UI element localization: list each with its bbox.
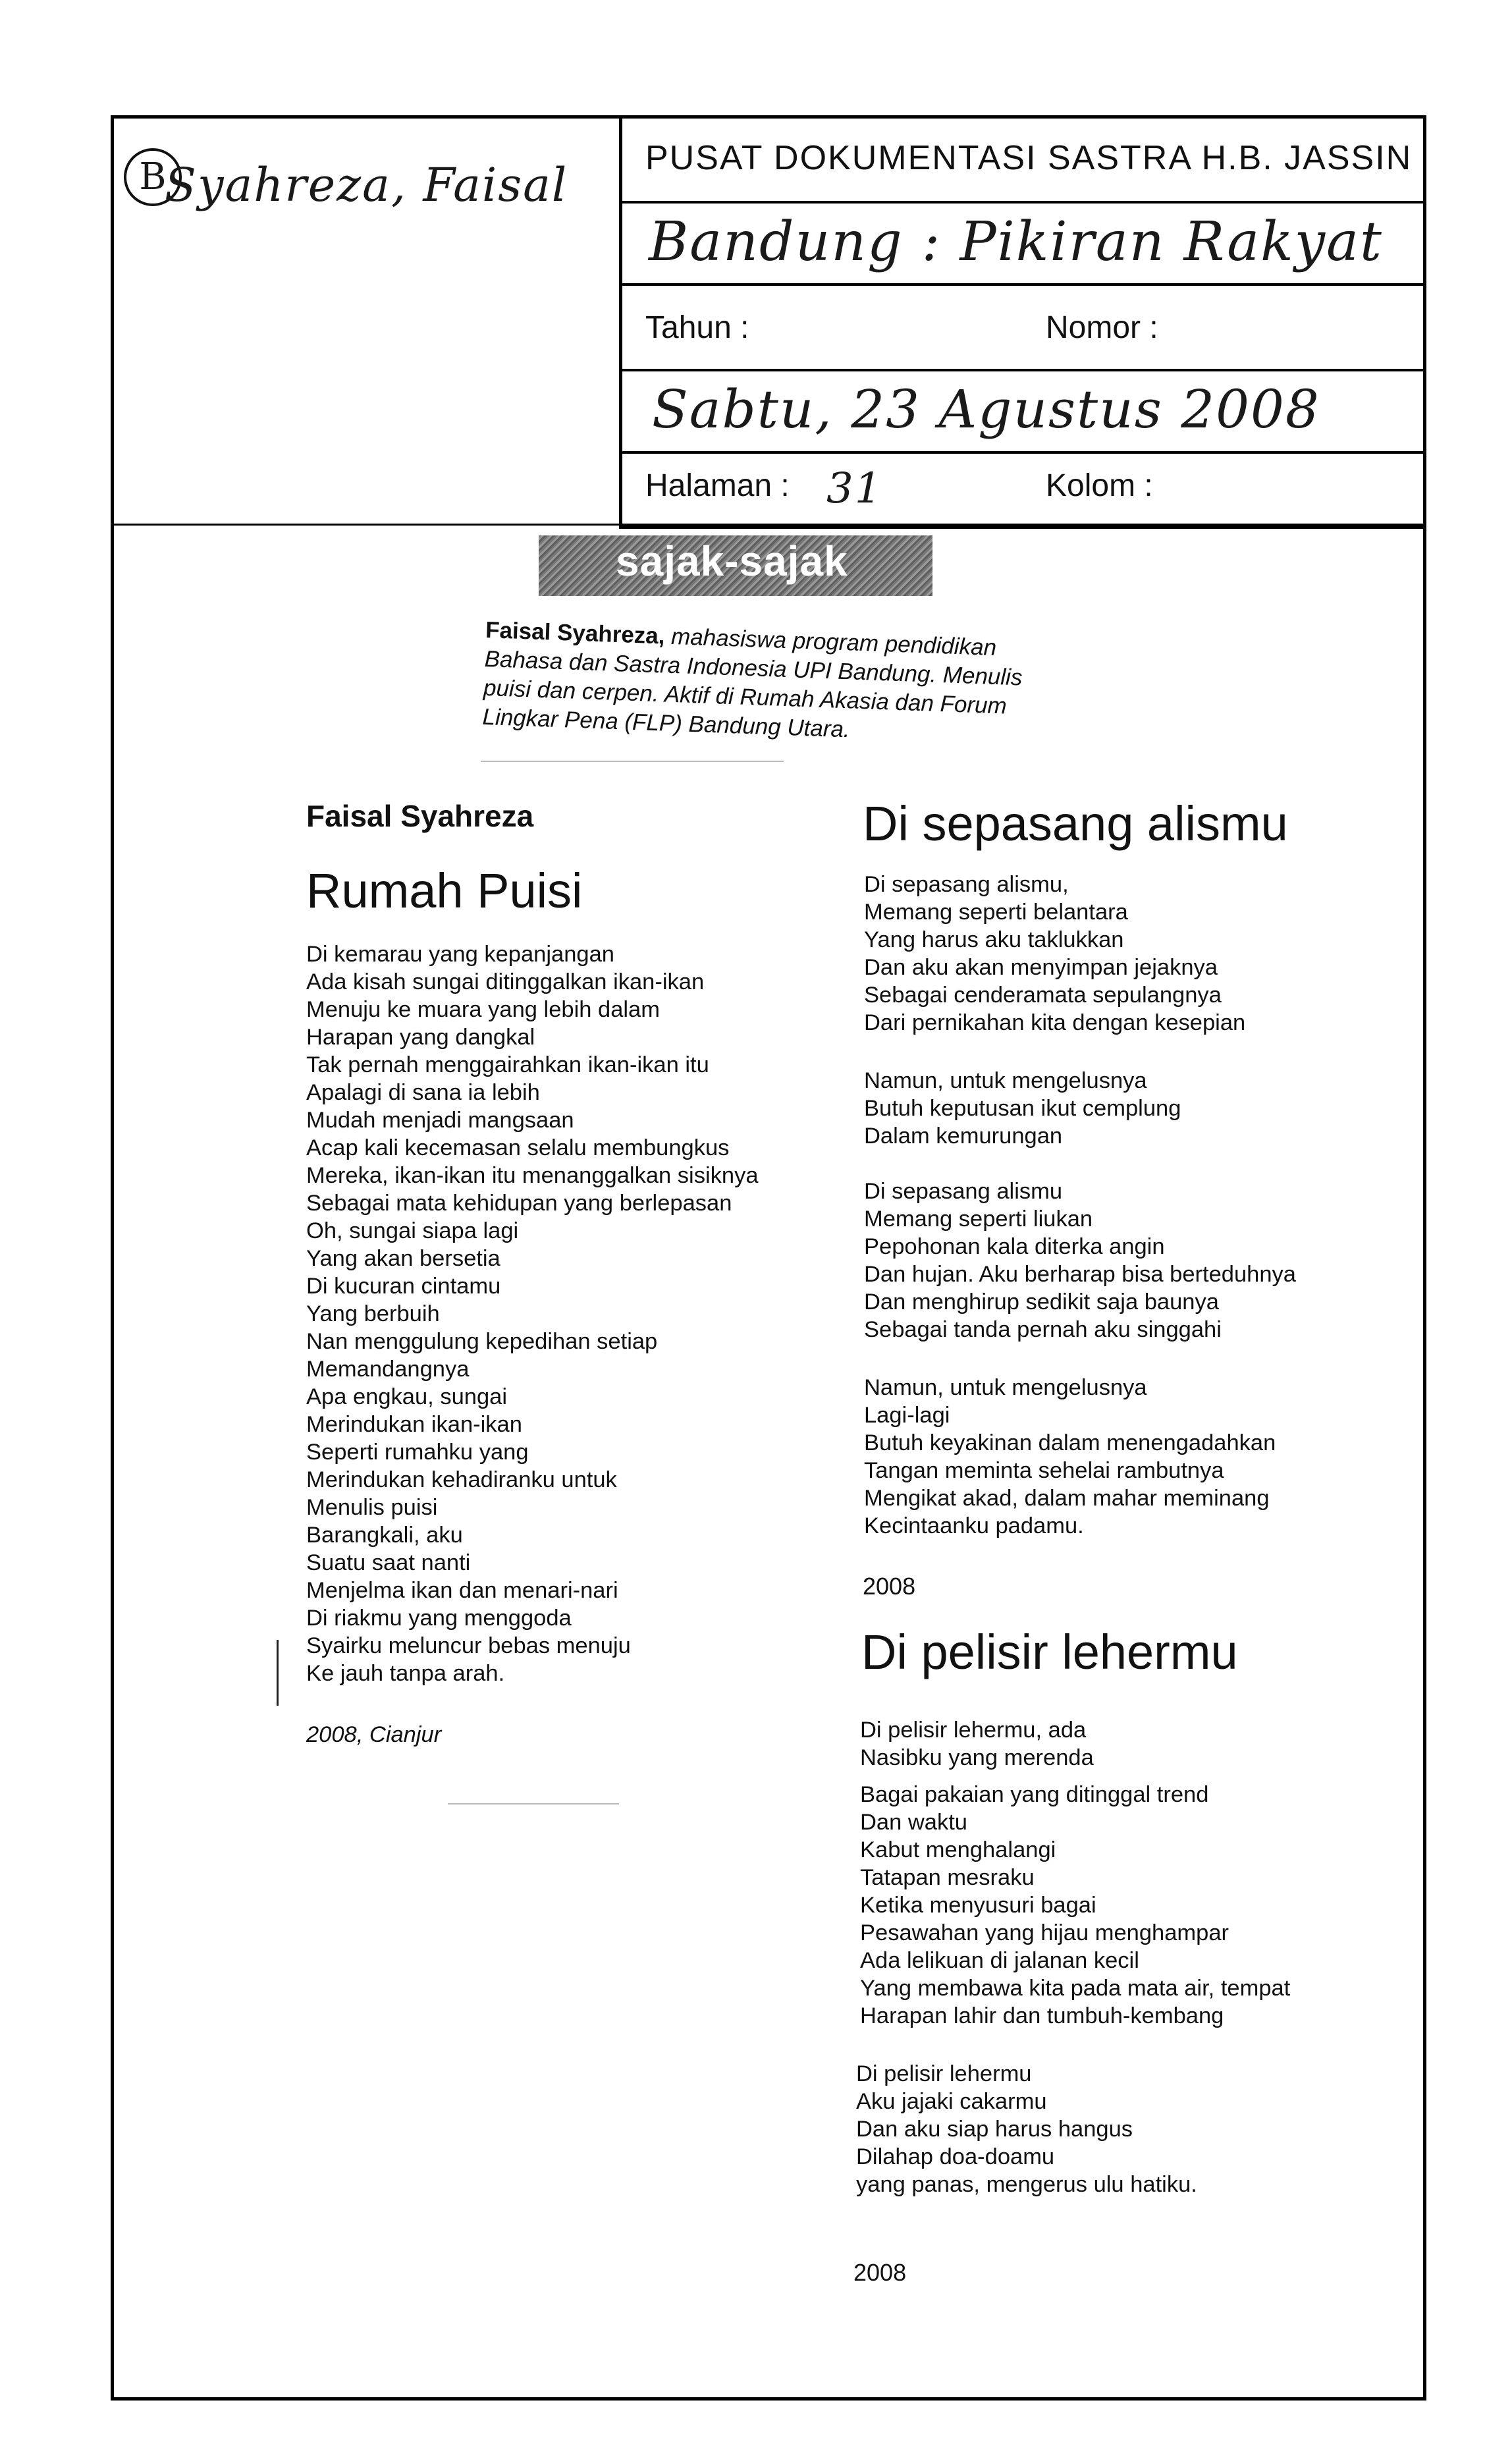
handwritten-source: Bandung : Pikiran Rakyat xyxy=(649,211,1383,273)
column-label: Kolom : xyxy=(1046,468,1153,503)
page-label: Halaman : xyxy=(645,468,790,503)
handwritten-date: Sabtu, 23 Agustus 2008 xyxy=(652,379,1320,440)
handwritten-page-number: 31 xyxy=(826,464,883,513)
year-label: Tahun : xyxy=(645,310,749,345)
poem-stanza: Di sepasang alismu, Memang seperti belantara Yang harus aku taklukkan Dan aku akan menyimpan jejaknya Sebagai cenderamata sepulangnya Dari pernikahan kita dengan kesepian xyxy=(864,872,1246,1035)
poem-title-di-pelisir-lehermu: Di pelisir lehermu xyxy=(861,1625,1238,1679)
poem-stanza: Namun, untuk mengelusnya Lagi-lagi Butuh keyakinan dalam menengadahkan Tangan meminta sehelai rambutnya Mengikat akad, dalam mahar meminang Kecintaanku padamu. xyxy=(864,1375,1276,1538)
poem-stanza: Di pelisir lehermu, ada Nasibku yang merenda xyxy=(860,1718,1094,1770)
institution-title: PUSAT DOKUMENTASI SASTRA H.B. JASSIN xyxy=(645,139,1413,177)
poem-author: Faisal Syahreza xyxy=(306,799,534,833)
poem-year: 2008 xyxy=(863,1573,916,1600)
section-banner-label: sajak-sajak xyxy=(616,537,848,585)
number-label: Nomor : xyxy=(1046,310,1158,345)
form-row-divider xyxy=(619,451,1426,454)
separator-line xyxy=(481,761,784,762)
bio-text: mahasiswa program pendidikan Bahasa dan Sastra Indonesia UPI Bandung. Menulis puisi dan cerpen. Aktif di Rumah Akasia dan Forum Lingkar Pena (FLP) Bandung Utara. xyxy=(481,623,1023,743)
author-bio xyxy=(482,616,1052,751)
handwritten-author-name: Syahreza, Faisal xyxy=(165,158,568,212)
separator-line xyxy=(448,1803,619,1804)
poem-stanza: Namun, untuk mengelusnya Butuh keputusan ikut cemplung Dalam kemurungan xyxy=(864,1068,1181,1149)
poem-body-rumah-puisi: Di kemarau yang kepanjangan Ada kisah sungai ditinggalkan ikan-ikan Menuju ke muara yang lebih dalam Harapan yang dangkal Tak pernah menggairahkan ikan-ikan itu Apalagi di sana ia lebih Mudah menjadi mangsaan Acap kali kecemasan selalu membungkus Mereka, ikan-ikan itu menanggalkan sisiknya Sebagai mata kehidupan yang berlepasan Oh, sungai siapa lagi Yang akan bersetia Di kucuran cintamu Yang berbuih Nan menggulung kepedihan setiap Memandangnya Apa engkau, sungai Merindukan ikan-ikan Seperti rumahku yang Merindukan kehadiranku untuk Menulis puisi Barangkali, aku Suatu saat nanti Menjelma ikan dan menari-nari Di riakmu yang menggoda Syairku meluncur bebas menuju Ke jauh tanpa arah. xyxy=(306,942,759,1686)
bio-author-name: Faisal Syahreza, xyxy=(485,616,666,649)
form-row-divider xyxy=(619,369,1426,371)
poem-title-di-sepasang-alismu: Di sepasang alismu xyxy=(863,796,1288,851)
poem-note: 2008, Cianjur xyxy=(306,1722,442,1747)
poem-stanza: Di pelisir lehermu Aku jajaki cakarmu Dan aku siap harus hangus Dilahap doa-doamu yang panas, mengerus ulu hatiku. xyxy=(856,2061,1197,2197)
poem-stanza: Bagai pakaian yang ditinggal trend Dan waktu Kabut menghalangi Tatapan mesraku Ketika menyusuri bagai Pesawahan yang hijau menghampar Ada lelikuan di jalanan kecil Yang membawa kita pada mata air, tempat Harapan lahir dan tumbuh-kembang xyxy=(860,1782,1291,2028)
poem-stanza: Di sepasang alismu Memang seperti liukan Pepohonan kala diterka angin Dan hujan. Aku berharap bisa berteduhnya Dan menghirup sedikit saja baunya Sebagai tanda pernah aku singgahi xyxy=(864,1179,1296,1342)
handwritten-category-mark: B xyxy=(124,148,182,206)
poem-title-rumah-puisi: Rumah Puisi xyxy=(306,863,583,918)
form-row-divider xyxy=(619,201,1426,204)
margin-mark xyxy=(277,1640,279,1706)
poem-year: 2008 xyxy=(853,2259,907,2286)
form-row-divider xyxy=(619,283,1426,286)
